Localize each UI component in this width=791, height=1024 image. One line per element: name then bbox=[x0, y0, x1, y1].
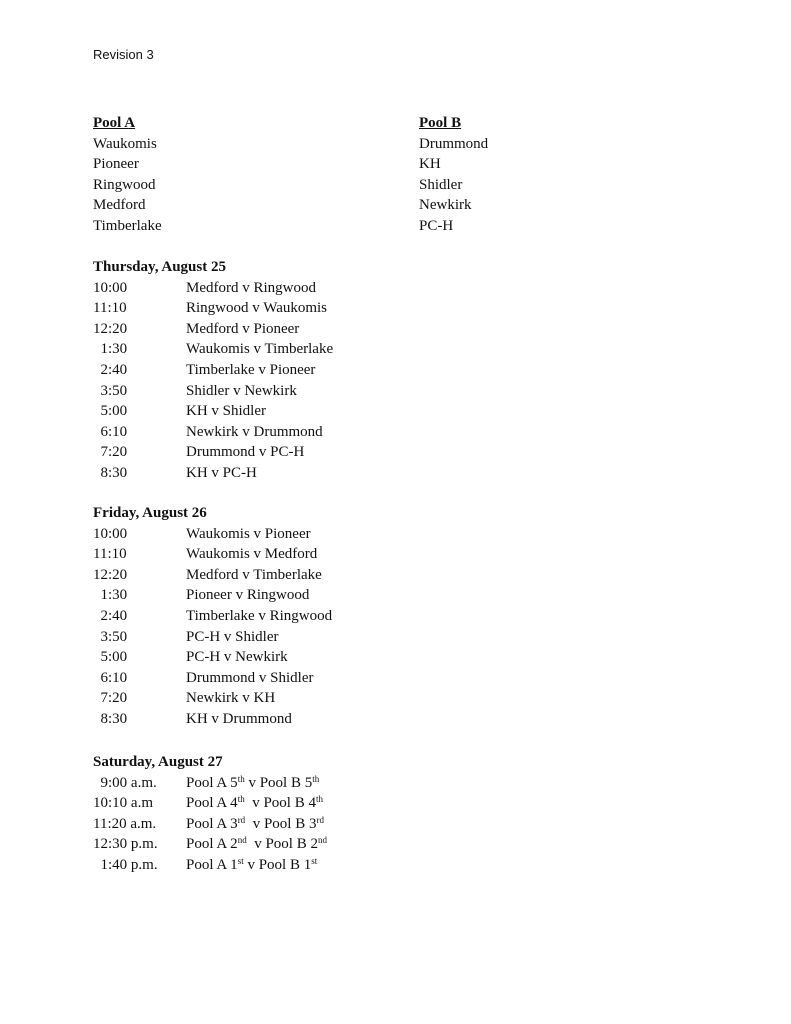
game-time: 2:40 bbox=[93, 361, 128, 378]
game-row bbox=[93, 544, 332, 565]
game-row bbox=[93, 422, 333, 443]
game-match: Timberlake v Pioneer bbox=[186, 361, 316, 378]
pool-b-team: Newkirk bbox=[419, 197, 472, 214]
game-match: Pool A 3rd v Pool B 3rd bbox=[186, 814, 324, 832]
pool-a-team: Ringwood bbox=[93, 176, 156, 193]
game-time: 6:10 bbox=[93, 669, 128, 686]
game-row bbox=[93, 668, 332, 689]
pool-a-team: Waukomis bbox=[93, 135, 157, 152]
game-match: Timberlake v Ringwood bbox=[186, 607, 333, 624]
game-time: 7:20 bbox=[93, 444, 128, 461]
game-row bbox=[93, 688, 332, 709]
game-time: 5:00 bbox=[93, 403, 128, 420]
game-row bbox=[93, 855, 327, 876]
game-time: 10:10 a.m bbox=[93, 795, 153, 812]
game-match: Medford v Pioneer bbox=[186, 320, 300, 337]
day-schedule-friday bbox=[93, 503, 332, 730]
game-row bbox=[93, 585, 332, 606]
day-schedule-thursday bbox=[93, 257, 333, 484]
game-row bbox=[93, 298, 333, 319]
game-match: Newkirk v KH bbox=[186, 690, 276, 707]
game-time: 1:30 bbox=[93, 587, 128, 604]
game-row bbox=[93, 793, 327, 814]
game-row bbox=[93, 401, 333, 422]
game-time: 1:30 bbox=[93, 341, 128, 358]
day-title: Saturday, August 27 bbox=[93, 754, 223, 770]
pool-b-list bbox=[419, 113, 488, 237]
game-time: 10:00 bbox=[93, 525, 128, 542]
game-row bbox=[93, 834, 327, 855]
game-match: Drummond v Shidler bbox=[186, 669, 314, 686]
game-match: Shidler v Newkirk bbox=[186, 382, 297, 399]
game-match: KH v PC-H bbox=[186, 464, 257, 481]
game-match: Waukomis v Timberlake bbox=[186, 341, 334, 358]
pool-b-team: KH bbox=[419, 156, 441, 173]
game-time: 8:30 bbox=[93, 464, 128, 481]
game-time: 12:20 bbox=[93, 566, 128, 583]
game-row bbox=[93, 565, 332, 586]
game-time: 11:10 bbox=[93, 300, 127, 317]
game-match: KH v Drummond bbox=[186, 710, 292, 727]
game-row bbox=[93, 709, 332, 730]
game-match: Pool A 2nd v Pool B 2nd bbox=[186, 835, 327, 853]
game-time: 2:40 bbox=[93, 607, 128, 624]
game-match: PC-H v Shidler bbox=[186, 628, 279, 645]
game-row bbox=[93, 773, 327, 794]
pool-b-title: Pool B bbox=[419, 115, 462, 131]
game-match: Pool A 4th v Pool B 4th bbox=[186, 794, 323, 812]
game-time: 6:10 bbox=[93, 423, 128, 440]
game-row bbox=[93, 606, 332, 627]
day-title: Thursday, August 25 bbox=[93, 259, 226, 275]
game-match: Waukomis v Pioneer bbox=[186, 525, 311, 542]
game-time: 3:50 bbox=[93, 628, 128, 645]
revision-label: Revision 3 bbox=[93, 47, 154, 62]
game-row bbox=[93, 647, 332, 668]
game-time: 8:30 bbox=[93, 710, 128, 727]
game-time: 10:00 bbox=[93, 279, 128, 296]
game-match: Waukomis v Medford bbox=[186, 546, 318, 563]
game-match: Drummond v PC-H bbox=[186, 444, 305, 461]
pool-a-title: Pool A bbox=[93, 115, 136, 131]
game-row bbox=[93, 278, 333, 299]
pool-a-team: Pioneer bbox=[93, 156, 139, 173]
game-time: 12:20 bbox=[93, 320, 128, 337]
game-row bbox=[93, 814, 327, 835]
game-match: KH v Shidler bbox=[186, 403, 266, 420]
game-row bbox=[93, 339, 333, 360]
game-time: 9:00 a.m. bbox=[93, 774, 157, 791]
pool-b-team: Shidler bbox=[419, 176, 463, 193]
game-time: 12:30 p.m. bbox=[93, 836, 158, 853]
game-row bbox=[93, 524, 332, 545]
day-title: Friday, August 26 bbox=[93, 505, 207, 521]
game-match: Newkirk v Drummond bbox=[186, 423, 323, 440]
game-row bbox=[93, 463, 333, 484]
game-time: 5:00 bbox=[93, 649, 128, 666]
game-match: Pioneer v Ringwood bbox=[186, 587, 310, 604]
game-match: Medford v Timberlake bbox=[186, 566, 322, 583]
game-time: 3:50 bbox=[93, 382, 128, 399]
game-time: 11:20 a.m. bbox=[93, 815, 157, 832]
pool-b-team: Drummond bbox=[419, 135, 489, 152]
game-row bbox=[93, 381, 333, 402]
game-match: Pool A 1st v Pool B 1st bbox=[186, 855, 318, 873]
pool-b-team: PC-H bbox=[419, 217, 454, 234]
game-time: 1:40 p.m. bbox=[93, 856, 158, 873]
game-match: Ringwood v Waukomis bbox=[186, 300, 328, 317]
game-time: 11:10 bbox=[93, 546, 127, 563]
pool-a-team: Medford bbox=[93, 197, 146, 214]
game-match: Medford v Ringwood bbox=[186, 279, 316, 296]
game-row bbox=[93, 319, 333, 340]
game-row bbox=[93, 442, 333, 463]
game-row bbox=[93, 627, 332, 648]
pool-a-team: Timberlake bbox=[93, 217, 162, 234]
day-schedule-saturday bbox=[93, 752, 327, 876]
game-match: PC-H v Newkirk bbox=[186, 649, 288, 666]
game-row bbox=[93, 360, 333, 381]
pool-a-list bbox=[93, 113, 162, 237]
game-match: Pool A 5th v Pool B 5th bbox=[186, 773, 320, 791]
game-time: 7:20 bbox=[93, 690, 128, 707]
